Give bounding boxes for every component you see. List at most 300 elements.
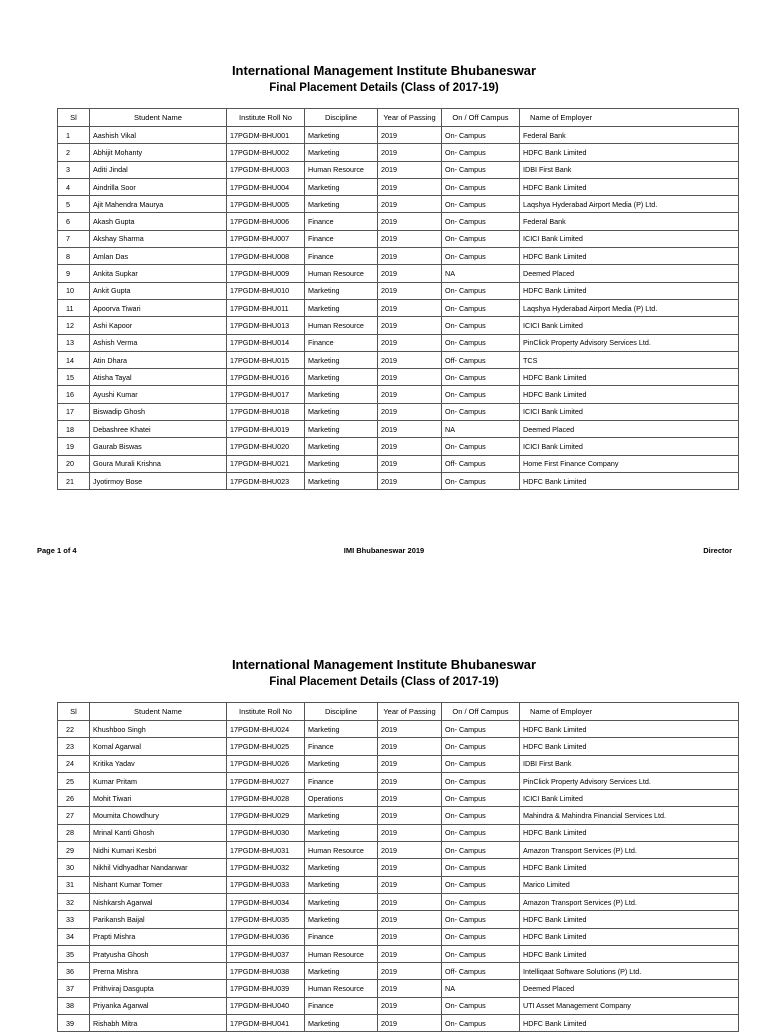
cell-employer: ICICI Bank Limited	[520, 403, 739, 420]
cell-year: 2019	[378, 265, 442, 282]
cell-employer: HDFC Bank Limited	[520, 721, 739, 738]
table-row	[58, 455, 739, 472]
cell-year: 2019	[378, 248, 442, 265]
cell-year: 2019	[378, 213, 442, 230]
cell-campus: On- Campus	[442, 859, 520, 876]
cell-roll-no: 17PGDM-BHU021	[227, 455, 305, 472]
cell-student-name: Aditi Jindal	[90, 161, 227, 178]
cell-roll-no: 17PGDM-BHU041	[227, 1015, 305, 1032]
cell-roll-no: 17PGDM-BHU034	[227, 893, 305, 910]
cell-discipline: Finance	[305, 213, 378, 230]
cell-sl: 38	[58, 997, 90, 1014]
cell-employer: Home First Finance Company	[520, 455, 739, 472]
cell-discipline: Operations	[305, 790, 378, 807]
table-row	[58, 351, 739, 368]
cell-roll-no: 17PGDM-BHU039	[227, 980, 305, 997]
cell-campus: Off- Campus	[442, 455, 520, 472]
cell-year: 2019	[378, 127, 442, 144]
cell-student-name: Amlan Das	[90, 248, 227, 265]
cell-campus: On- Campus	[442, 127, 520, 144]
cell-student-name: Abhijit Mohanty	[90, 144, 227, 161]
document-subtitle: Final Placement Details (Class of 2017-19)	[269, 676, 499, 688]
cell-campus: On- Campus	[442, 144, 520, 161]
col-header-campus: On / Off Campus	[442, 109, 520, 127]
cell-year: 2019	[378, 824, 442, 841]
col-header-year: Year of Passing	[378, 703, 442, 721]
cell-roll-no: 17PGDM-BHU017	[227, 386, 305, 403]
table-row	[58, 230, 739, 247]
cell-student-name: Biswadip Ghosh	[90, 403, 227, 420]
cell-sl: 37	[58, 980, 90, 997]
cell-employer: ICICI Bank Limited	[520, 438, 739, 455]
cell-campus: On- Campus	[442, 893, 520, 910]
cell-year: 2019	[378, 945, 442, 962]
table-row	[58, 178, 739, 195]
table-row	[58, 790, 739, 807]
cell-student-name: Prerna Mishra	[90, 963, 227, 980]
cell-roll-no: 17PGDM-BHU013	[227, 317, 305, 334]
cell-discipline: Marketing	[305, 893, 378, 910]
table-header-row	[58, 703, 739, 721]
table-row	[58, 824, 739, 841]
cell-roll-no: 17PGDM-BHU005	[227, 196, 305, 213]
placement-table	[57, 108, 739, 490]
table-row	[58, 282, 739, 299]
cell-campus: NA	[442, 421, 520, 438]
cell-campus: On- Campus	[442, 196, 520, 213]
cell-discipline: Marketing	[305, 438, 378, 455]
cell-roll-no: 17PGDM-BHU040	[227, 997, 305, 1014]
cell-roll-no: 17PGDM-BHU032	[227, 859, 305, 876]
cell-discipline: Finance	[305, 928, 378, 945]
table-row	[58, 196, 739, 213]
cell-sl: 36	[58, 963, 90, 980]
cell-discipline: Human Resource	[305, 980, 378, 997]
cell-sl: 15	[58, 369, 90, 386]
table-header-row	[58, 109, 739, 127]
cell-roll-no: 17PGDM-BHU026	[227, 755, 305, 772]
cell-year: 2019	[378, 911, 442, 928]
cell-discipline: Marketing	[305, 876, 378, 893]
cell-employer: HDFC Bank Limited	[520, 945, 739, 962]
cell-student-name: Nidhi Kumari Kesbri	[90, 842, 227, 859]
table-row	[58, 438, 739, 455]
cell-year: 2019	[378, 178, 442, 195]
col-header-sl: Sl	[58, 703, 90, 721]
cell-discipline: Marketing	[305, 807, 378, 824]
col-header-student-name: Student Name	[90, 703, 227, 721]
cell-roll-no: 17PGDM-BHU023	[227, 472, 305, 489]
cell-sl: 33	[58, 911, 90, 928]
cell-sl: 19	[58, 438, 90, 455]
table-row	[58, 386, 739, 403]
cell-year: 2019	[378, 386, 442, 403]
cell-sl: 25	[58, 772, 90, 789]
cell-campus: On- Campus	[442, 213, 520, 230]
table-row	[58, 980, 739, 997]
cell-discipline: Marketing	[305, 455, 378, 472]
cell-employer: Intelliqaat Software Solutions (P) Ltd.	[520, 963, 739, 980]
table-row	[58, 161, 739, 178]
cell-discipline: Marketing	[305, 351, 378, 368]
cell-employer: HDFC Bank Limited	[520, 859, 739, 876]
cell-year: 2019	[378, 282, 442, 299]
table-row	[58, 1015, 739, 1032]
table-row	[58, 893, 739, 910]
cell-student-name: Ashi Kapoor	[90, 317, 227, 334]
cell-student-name: Nishkarsh Agarwal	[90, 893, 227, 910]
cell-employer: Amazon Transport Services (P) Ltd.	[520, 842, 739, 859]
cell-year: 2019	[378, 351, 442, 368]
cell-campus: NA	[442, 980, 520, 997]
cell-sl: 11	[58, 299, 90, 316]
cell-campus: On- Campus	[442, 161, 520, 178]
cell-campus: On- Campus	[442, 755, 520, 772]
cell-roll-no: 17PGDM-BHU038	[227, 963, 305, 980]
cell-year: 2019	[378, 790, 442, 807]
cell-year: 2019	[378, 317, 442, 334]
cell-roll-no: 17PGDM-BHU016	[227, 369, 305, 386]
col-header-employer: Name of Employer	[520, 703, 739, 721]
table-row	[58, 472, 739, 489]
cell-discipline: Human Resource	[305, 945, 378, 962]
cell-employer: PinClick Property Advisory Services Ltd.	[520, 334, 739, 351]
cell-campus: NA	[442, 265, 520, 282]
cell-student-name: Ankit Gupta	[90, 282, 227, 299]
cell-roll-no: 17PGDM-BHU035	[227, 911, 305, 928]
table-row	[58, 334, 739, 351]
cell-year: 2019	[378, 721, 442, 738]
table-row	[58, 997, 739, 1014]
cell-campus: On- Campus	[442, 230, 520, 247]
cell-discipline: Marketing	[305, 1015, 378, 1032]
cell-sl: 20	[58, 455, 90, 472]
cell-discipline: Marketing	[305, 472, 378, 489]
cell-student-name: Gaurab Biswas	[90, 438, 227, 455]
cell-employer: PinClick Property Advisory Services Ltd.	[520, 772, 739, 789]
cell-campus: On- Campus	[442, 824, 520, 841]
cell-sl: 5	[58, 196, 90, 213]
cell-campus: On- Campus	[442, 807, 520, 824]
col-header-employer: Name of Employer	[520, 109, 739, 127]
cell-sl: 3	[58, 161, 90, 178]
cell-discipline: Finance	[305, 997, 378, 1014]
cell-roll-no: 17PGDM-BHU002	[227, 144, 305, 161]
cell-roll-no: 17PGDM-BHU028	[227, 790, 305, 807]
cell-student-name: Goura Murali Krishna	[90, 455, 227, 472]
cell-student-name: Nishant Kumar Tomer	[90, 876, 227, 893]
col-header-sl: Sl	[58, 109, 90, 127]
cell-sl: 18	[58, 421, 90, 438]
cell-employer: HDFC Bank Limited	[520, 824, 739, 841]
cell-employer: HDFC Bank Limited	[520, 248, 739, 265]
cell-discipline: Marketing	[305, 127, 378, 144]
cell-roll-no: 17PGDM-BHU008	[227, 248, 305, 265]
table-row	[58, 265, 739, 282]
cell-roll-no: 17PGDM-BHU025	[227, 738, 305, 755]
cell-student-name: Ajit Mahendra Maurya	[90, 196, 227, 213]
cell-student-name: Kritika Yadav	[90, 755, 227, 772]
table-row	[58, 213, 739, 230]
cell-roll-no: 17PGDM-BHU020	[227, 438, 305, 455]
cell-year: 2019	[378, 438, 442, 455]
cell-employer: Mahindra & Mahindra Financial Services Ltd.	[520, 807, 739, 824]
col-header-campus: On / Off Campus	[442, 703, 520, 721]
cell-employer: TCS	[520, 351, 739, 368]
cell-employer: UTI Asset Management Company	[520, 997, 739, 1014]
cell-discipline: Human Resource	[305, 161, 378, 178]
cell-roll-no: 17PGDM-BHU003	[227, 161, 305, 178]
cell-sl: 1	[58, 127, 90, 144]
cell-sl: 8	[58, 248, 90, 265]
cell-sl: 13	[58, 334, 90, 351]
cell-employer: Federal Bank	[520, 213, 739, 230]
cell-roll-no: 17PGDM-BHU006	[227, 213, 305, 230]
table-row	[58, 738, 739, 755]
cell-employer: Deemed Placed	[520, 980, 739, 997]
cell-year: 2019	[378, 807, 442, 824]
cell-year: 2019	[378, 1015, 442, 1032]
cell-student-name: Aashish Vikal	[90, 127, 227, 144]
cell-discipline: Marketing	[305, 421, 378, 438]
cell-discipline: Human Resource	[305, 317, 378, 334]
cell-roll-no: 17PGDM-BHU001	[227, 127, 305, 144]
cell-roll-no: 17PGDM-BHU031	[227, 842, 305, 859]
cell-employer: IDBI First Bank	[520, 161, 739, 178]
cell-year: 2019	[378, 403, 442, 420]
cell-student-name: Ashish Verma	[90, 334, 227, 351]
cell-student-name: Nikhil Vidhyadhar Nandanwar	[90, 859, 227, 876]
cell-employer: HDFC Bank Limited	[520, 928, 739, 945]
cell-discipline: Finance	[305, 230, 378, 247]
document-title: International Management Institute Bhubaneswar	[231, 657, 537, 672]
cell-employer: ICICI Bank Limited	[520, 790, 739, 807]
cell-year: 2019	[378, 472, 442, 489]
cell-sl: 26	[58, 790, 90, 807]
cell-roll-no: 17PGDM-BHU029	[227, 807, 305, 824]
cell-sl: 24	[58, 755, 90, 772]
cell-campus: On- Campus	[442, 299, 520, 316]
cell-roll-no: 17PGDM-BHU004	[227, 178, 305, 195]
cell-sl: 16	[58, 386, 90, 403]
table-row	[58, 859, 739, 876]
cell-student-name: Atin Dhara	[90, 351, 227, 368]
cell-campus: On- Campus	[442, 911, 520, 928]
cell-year: 2019	[378, 997, 442, 1014]
cell-student-name: Prapti Mishra	[90, 928, 227, 945]
cell-discipline: Marketing	[305, 721, 378, 738]
table-row	[58, 945, 739, 962]
cell-campus: On- Campus	[442, 386, 520, 403]
cell-sl: 23	[58, 738, 90, 755]
cell-discipline: Marketing	[305, 282, 378, 299]
cell-discipline: Marketing	[305, 144, 378, 161]
cell-campus: On- Campus	[442, 282, 520, 299]
cell-student-name: Pratyusha Ghosh	[90, 945, 227, 962]
cell-employer: HDFC Bank Limited	[520, 144, 739, 161]
cell-year: 2019	[378, 842, 442, 859]
cell-campus: On- Campus	[442, 334, 520, 351]
cell-discipline: Human Resource	[305, 842, 378, 859]
cell-year: 2019	[378, 196, 442, 213]
table-row	[58, 144, 739, 161]
document-title: International Management Institute Bhubaneswar	[231, 63, 537, 78]
cell-student-name: Kumar Pritam	[90, 772, 227, 789]
cell-roll-no: 17PGDM-BHU015	[227, 351, 305, 368]
cell-year: 2019	[378, 859, 442, 876]
cell-sl: 10	[58, 282, 90, 299]
cell-campus: On- Campus	[442, 248, 520, 265]
cell-year: 2019	[378, 963, 442, 980]
cell-student-name: Apoorva Tiwari	[90, 299, 227, 316]
cell-discipline: Finance	[305, 334, 378, 351]
cell-discipline: Marketing	[305, 196, 378, 213]
table-row	[58, 876, 739, 893]
cell-sl: 22	[58, 721, 90, 738]
cell-campus: On- Campus	[442, 178, 520, 195]
cell-sl: 29	[58, 842, 90, 859]
cell-campus: On- Campus	[442, 842, 520, 859]
cell-campus: On- Campus	[442, 317, 520, 334]
cell-employer: ICICI Bank Limited	[520, 230, 739, 247]
table-row	[58, 248, 739, 265]
cell-campus: On- Campus	[442, 928, 520, 945]
cell-sl: 35	[58, 945, 90, 962]
table-row	[58, 369, 739, 386]
cell-discipline: Marketing	[305, 859, 378, 876]
cell-roll-no: 17PGDM-BHU014	[227, 334, 305, 351]
cell-discipline: Marketing	[305, 369, 378, 386]
cell-campus: On- Campus	[442, 945, 520, 962]
cell-year: 2019	[378, 455, 442, 472]
cell-campus: Off- Campus	[442, 351, 520, 368]
cell-student-name: Prithviraj Dasgupta	[90, 980, 227, 997]
table-row	[58, 403, 739, 420]
cell-year: 2019	[378, 421, 442, 438]
cell-roll-no: 17PGDM-BHU010	[227, 282, 305, 299]
cell-discipline: Marketing	[305, 824, 378, 841]
table-row	[58, 772, 739, 789]
cell-student-name: Komal Agarwal	[90, 738, 227, 755]
cell-roll-no: 17PGDM-BHU011	[227, 299, 305, 316]
cell-discipline: Marketing	[305, 755, 378, 772]
cell-year: 2019	[378, 928, 442, 945]
cell-employer: Amazon Transport Services (P) Ltd.	[520, 893, 739, 910]
cell-sl: 7	[58, 230, 90, 247]
cell-sl: 39	[58, 1015, 90, 1032]
cell-student-name: Rishabh Mitra	[90, 1015, 227, 1032]
cell-sl: 14	[58, 351, 90, 368]
cell-roll-no: 17PGDM-BHU009	[227, 265, 305, 282]
cell-discipline: Marketing	[305, 963, 378, 980]
col-header-discipline: Discipline	[305, 109, 378, 127]
cell-year: 2019	[378, 893, 442, 910]
cell-discipline: Finance	[305, 772, 378, 789]
cell-student-name: Debashree Khatei	[90, 421, 227, 438]
table-row	[58, 842, 739, 859]
cell-student-name: Priyanka Agarwal	[90, 997, 227, 1014]
cell-campus: On- Campus	[442, 369, 520, 386]
cell-student-name: Mrinal Kanti Ghosh	[90, 824, 227, 841]
table-row	[58, 299, 739, 316]
cell-discipline: Finance	[305, 248, 378, 265]
placement-table	[57, 702, 739, 1032]
table-row	[58, 127, 739, 144]
cell-student-name: Ayushi Kumar	[90, 386, 227, 403]
cell-campus: On- Campus	[442, 997, 520, 1014]
cell-discipline: Finance	[305, 738, 378, 755]
cell-sl: 21	[58, 472, 90, 489]
cell-sl: 12	[58, 317, 90, 334]
cell-sl: 2	[58, 144, 90, 161]
cell-discipline: Marketing	[305, 178, 378, 195]
cell-year: 2019	[378, 876, 442, 893]
cell-roll-no: 17PGDM-BHU033	[227, 876, 305, 893]
cell-sl: 30	[58, 859, 90, 876]
cell-roll-no: 17PGDM-BHU019	[227, 421, 305, 438]
footer-director: Director	[703, 546, 732, 555]
cell-sl: 9	[58, 265, 90, 282]
cell-student-name: Akash Gupta	[90, 213, 227, 230]
cell-student-name: Moumita Chowdhury	[90, 807, 227, 824]
col-header-student-name: Student Name	[90, 109, 227, 127]
cell-year: 2019	[378, 334, 442, 351]
cell-year: 2019	[378, 161, 442, 178]
cell-roll-no: 17PGDM-BHU027	[227, 772, 305, 789]
cell-sl: 32	[58, 893, 90, 910]
cell-discipline: Marketing	[305, 386, 378, 403]
cell-employer: HDFC Bank Limited	[520, 911, 739, 928]
cell-roll-no: 17PGDM-BHU024	[227, 721, 305, 738]
col-header-roll-no: Institute Roll No	[227, 703, 305, 721]
cell-roll-no: 17PGDM-BHU018	[227, 403, 305, 420]
cell-student-name: Akshay Sharma	[90, 230, 227, 247]
table-row	[58, 755, 739, 772]
cell-campus: On- Campus	[442, 438, 520, 455]
cell-discipline: Human Resource	[305, 265, 378, 282]
cell-student-name: Jyotirmoy Bose	[90, 472, 227, 489]
cell-campus: On- Campus	[442, 876, 520, 893]
cell-year: 2019	[378, 738, 442, 755]
table-row	[58, 928, 739, 945]
table-row	[58, 721, 739, 738]
cell-roll-no: 17PGDM-BHU030	[227, 824, 305, 841]
cell-student-name: Ankita Supkar	[90, 265, 227, 282]
cell-student-name: Mohit Tiwari	[90, 790, 227, 807]
cell-employer: ICICI Bank Limited	[520, 317, 739, 334]
cell-campus: On- Campus	[442, 472, 520, 489]
cell-employer: Deemed Placed	[520, 421, 739, 438]
cell-employer: Marico Limited	[520, 876, 739, 893]
cell-campus: On- Campus	[442, 790, 520, 807]
cell-sl: 31	[58, 876, 90, 893]
table-row	[58, 807, 739, 824]
cell-student-name: Aindrilla Soor	[90, 178, 227, 195]
cell-campus: On- Campus	[442, 403, 520, 420]
cell-student-name: Atisha Tayal	[90, 369, 227, 386]
cell-sl: 4	[58, 178, 90, 195]
cell-roll-no: 17PGDM-BHU007	[227, 230, 305, 247]
cell-employer: HDFC Bank Limited	[520, 282, 739, 299]
cell-year: 2019	[378, 755, 442, 772]
cell-campus: Off- Campus	[442, 963, 520, 980]
cell-sl: 17	[58, 403, 90, 420]
cell-discipline: Marketing	[305, 299, 378, 316]
cell-employer: HDFC Bank Limited	[520, 472, 739, 489]
cell-sl: 34	[58, 928, 90, 945]
cell-employer: IDBI First Bank	[520, 755, 739, 772]
cell-year: 2019	[378, 230, 442, 247]
